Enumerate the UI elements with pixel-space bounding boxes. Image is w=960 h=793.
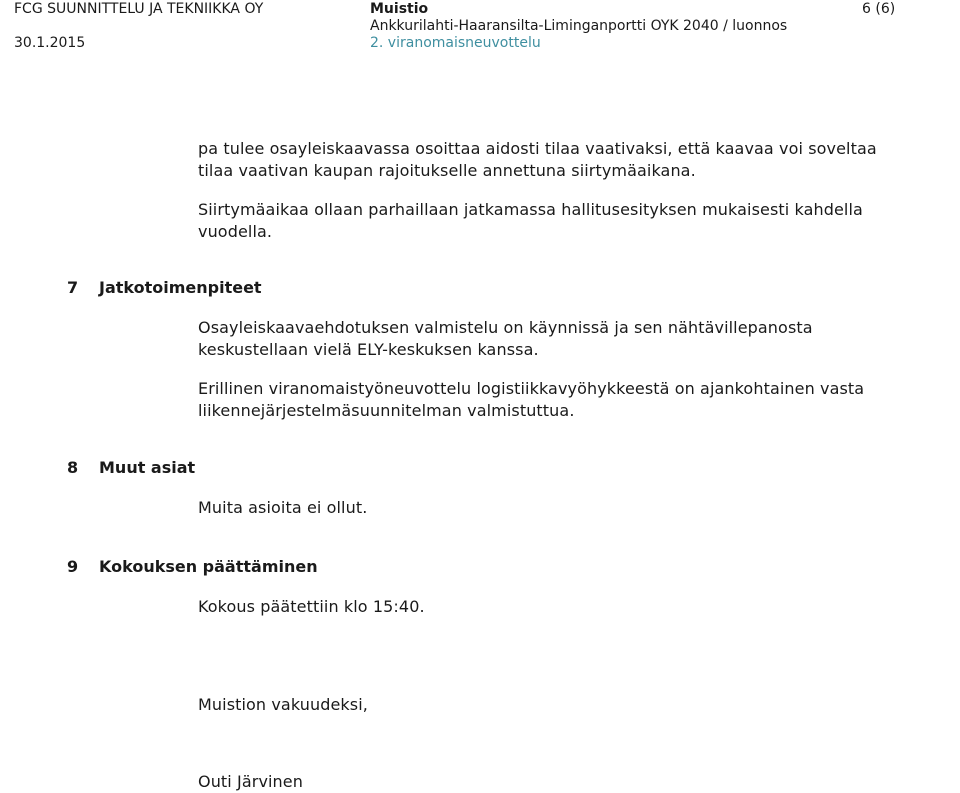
section-heading-9 bbox=[67, 556, 318, 578]
section-9-paragraph-1: Kokous päätettiin klo 15:40. bbox=[198, 597, 425, 616]
company-name: FCG SUUNNITTELU JA TEKNIIKKA OY bbox=[14, 1, 264, 17]
section-number: 7 bbox=[67, 278, 79, 297]
document-date: 30.1.2015 bbox=[14, 35, 86, 51]
section-title: Kokouksen päättäminen bbox=[99, 557, 318, 576]
signature-name: Outi Järvinen bbox=[198, 772, 303, 791]
continued-paragraph: pa tulee osayleiskaavassa osoittaa aidosti tilaa vaativaksi, että kaavaa voi soveltaa tilaa vaativan kaupan rajoitukselle annettuna siirtymäaikana. bbox=[198, 139, 877, 180]
document-type: Muistio bbox=[370, 1, 429, 17]
section-heading-8 bbox=[67, 457, 195, 479]
signature-intro: Muistion vakuudeksi, bbox=[198, 695, 368, 714]
transition-paragraph: Siirtymäaikaa ollaan parhaillaan jatkamassa hallitusesityksen mukaisesti kahdella vuodella. bbox=[198, 200, 863, 241]
section-heading-7 bbox=[67, 277, 262, 299]
meeting-name: 2. viranomaisneuvottelu bbox=[370, 35, 541, 51]
section-8-paragraph-1: Muita asioita ei ollut. bbox=[198, 498, 368, 517]
section-7-paragraph-1: Osayleiskaavaehdotuksen valmistelu on käynnissä ja sen nähtävillepanosta keskustellaan vielä ELY-keskuksen kanssa. bbox=[198, 318, 813, 359]
page-number: 6 (6) bbox=[862, 1, 896, 17]
section-number: 9 bbox=[67, 557, 79, 576]
project-name: Ankkurilahti-Haaransilta-Liminganportti OYK 2040 / luonnos bbox=[370, 18, 788, 34]
document-header bbox=[0, 0, 960, 56]
section-title: Muut asiat bbox=[99, 458, 196, 477]
section-number: 8 bbox=[67, 458, 79, 477]
section-title: Jatkotoimenpiteet bbox=[99, 278, 262, 297]
section-7-paragraph-2: Erillinen viranomaistyöneuvottelu logistiikkavyöhykkeestä on ajankohtainen vasta liikennejärjestelmäsuunnitelman valmistuttua. bbox=[198, 379, 865, 420]
